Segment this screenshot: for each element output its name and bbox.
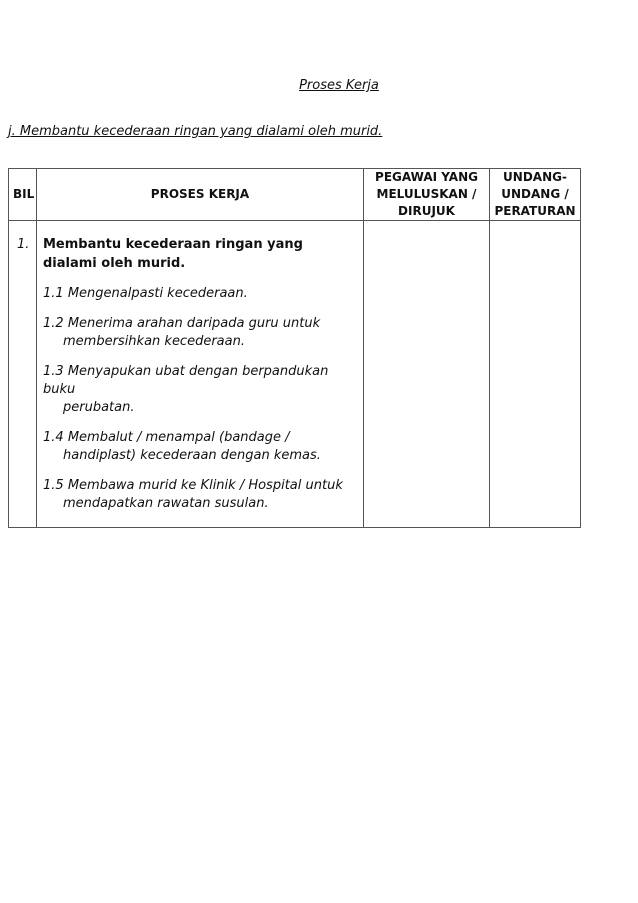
table-header-row (9, 169, 581, 221)
process-table (8, 168, 581, 528)
step-number: 1.4 (43, 430, 64, 445)
page-title-text: Proses Kerja (299, 78, 379, 93)
step-text-continued: membersihkan kecederaan. (63, 334, 245, 349)
step-item (43, 477, 357, 513)
step-text: Menyapukan ubat dengan berpandukan buku (43, 364, 329, 397)
step-number: 1.3 (43, 364, 64, 379)
header-pegawai: PEGAWAI YANG MELULUSKAN / DIRUJUK (364, 169, 490, 221)
step-item (43, 363, 357, 417)
step-number: 1.5 (43, 478, 64, 493)
section-subtitle: j. Membantu kecederaan ringan yang dialami oleh murid. (8, 124, 383, 139)
step-number: 1.1 (43, 286, 64, 301)
step-text: Membawa murid ke Klinik / Hospital untuk (67, 478, 343, 493)
main-process-item: Membantu kecederaan ringan yang dialami oleh murid. (43, 237, 303, 271)
process-cell (37, 221, 364, 528)
step-number: 1.2 (43, 316, 64, 331)
step-item (43, 429, 357, 465)
step-text-continued: mendapatkan rawatan susulan. (63, 496, 269, 511)
header-undang-undang: UNDANG-UNDANG / PERATURAN (490, 169, 581, 221)
step-text-continued: handiplast) kecederaan dengan kemas. (63, 448, 321, 463)
step-item (43, 315, 357, 351)
row-number: 1. (9, 221, 37, 528)
page-title (0, 78, 638, 93)
step-text: Menerima arahan daripada guru untuk (67, 316, 321, 331)
header-proses-kerja: PROSES KERJA (37, 169, 364, 221)
undang-undang-cell (490, 221, 581, 528)
step-text-continued: perubatan. (63, 400, 135, 415)
pegawai-cell (364, 221, 490, 528)
step-text: Mengenalpasti kecederaan. (67, 286, 248, 301)
step-text: Membalut / menampal (bandage / (67, 430, 290, 445)
table-row (9, 221, 581, 528)
header-bil: BIL (9, 169, 37, 221)
step-item (43, 285, 357, 303)
